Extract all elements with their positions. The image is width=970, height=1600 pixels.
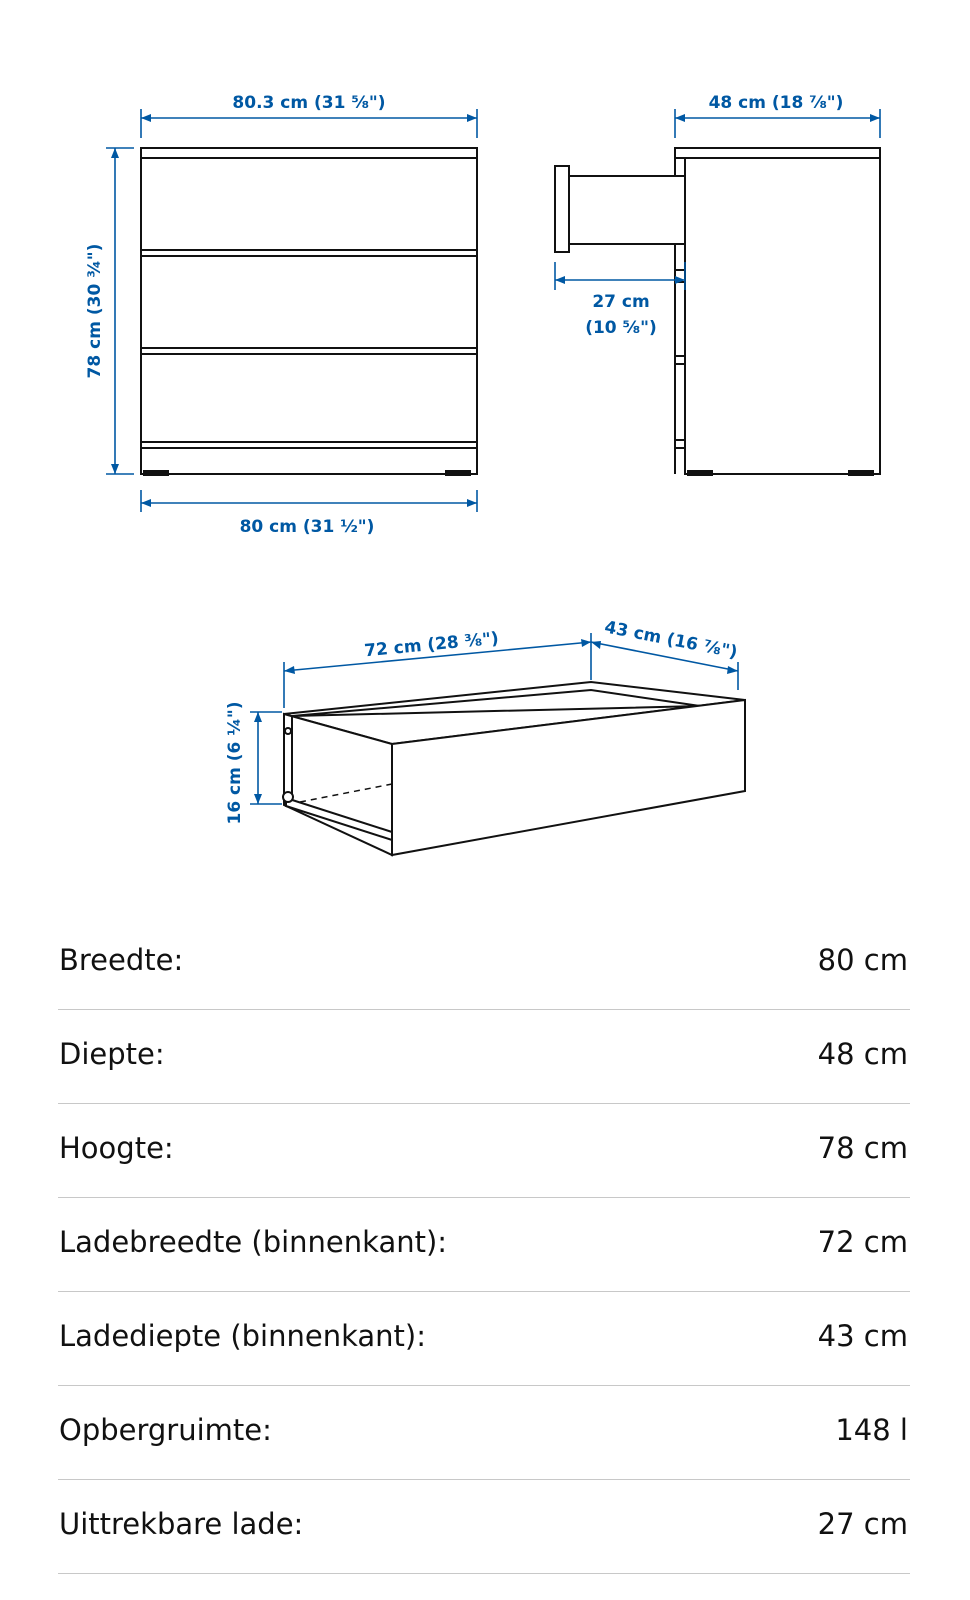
front-height-label: 78 cm (30 ¾") (85, 243, 105, 379)
spec-label: Ladediepte (binnenkant): (59, 1319, 426, 1353)
spec-label: Opbergruimte: (59, 1413, 272, 1447)
drawer-height-label: 16 cm (6 ¼") (225, 701, 245, 825)
drawer-extension-inch-label: (10 ⅝") (585, 318, 657, 338)
side-depth-label: 48 cm (18 ⅞") (708, 93, 844, 113)
spec-row-height (58, 1104, 910, 1198)
spec-row-depth (58, 1010, 910, 1104)
spec-row-width (58, 916, 910, 1010)
drawer-extension-label: 27 cm (592, 292, 650, 312)
spec-value: 43 cm (817, 1319, 908, 1353)
front-top-width-label: 80.3 cm (31 ⅝") (232, 93, 386, 113)
drawer-width-label: 72 cm (28 ⅜") (363, 628, 500, 662)
spec-row-drawer-extension (58, 1480, 910, 1574)
spec-label: Hoogte: (59, 1131, 174, 1165)
spec-value: 148 l (835, 1413, 908, 1447)
spec-row-drawer-width (58, 1198, 910, 1292)
front-view (85, 93, 477, 537)
drawer-view (225, 617, 745, 855)
spec-value: 80 cm (817, 943, 908, 977)
spec-value: 72 cm (817, 1225, 908, 1259)
dimensions-spec-list (58, 916, 910, 1574)
spec-value: 48 cm (817, 1037, 908, 1071)
spec-label: Breedte: (59, 943, 184, 977)
spec-label: Diepte: (59, 1037, 165, 1071)
spec-label: Uittrekbare lade: (59, 1507, 304, 1541)
front-bottom-width-label: 80 cm (31 ½") (239, 517, 375, 537)
spec-row-storage (58, 1386, 910, 1480)
spec-row-drawer-depth (58, 1292, 910, 1386)
spec-value: 27 cm (817, 1507, 908, 1541)
side-view (555, 93, 880, 476)
drawer-depth-label: 43 cm (16 ⅞") (602, 617, 740, 663)
spec-label: Ladebreedte (binnenkant): (59, 1225, 448, 1259)
spec-value: 78 cm (817, 1131, 908, 1165)
